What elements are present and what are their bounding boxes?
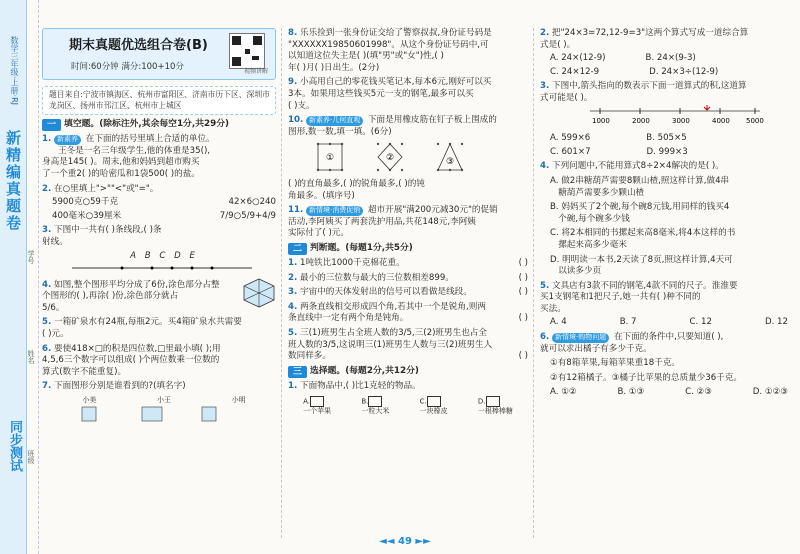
item-options: A. 一个苹果 B. 一粒大米 C. 一块橡皮 D. 一根棒棒糖 (303, 397, 513, 415)
spine (0, 0, 27, 554)
svg-text:2000: 2000 (632, 116, 650, 125)
field-name: 姓名 (27, 350, 35, 364)
choice-4: 4. 下列问题中,不能用算式8÷2×4解决的是( )。 A. 做2串糖葫芦需要8颗山楂,照这样计算,做4串 糖葫芦需要多少颗山楂 B. 妈妈买了2个碗,每个碗8元钱,用同样的钱买4 个碗,每个碗多少钱 C. 将2本相同的书摞起来高8毫米,将4本这样的书 摞起来高多少毫米 D. 明明读一本书,2天读了8页,照这样计算,4天可 以读多少页 (540, 161, 736, 277)
judge-1: 1. 1吨铁比1000千克棉花重。 ( ) (288, 258, 528, 269)
hexagon-figure (242, 278, 276, 308)
question-11: 11. 新情境·消费促销 超市开展"满200元减30元"的促销 活动,李阿姨买了两套洗护用品,共花148元,李阿姨 实际付了( )元。 (288, 205, 498, 239)
choice-3: 3. 下图中,箭头指向的数表示下面一道算式的积,这道算 式可能是( )。 1000 2000 3000 4000 5000 A. 599×6 B. 505×5 C. 601×7 D. 999×3 (540, 81, 788, 158)
tag-badge: 新情境·购物问题 (552, 333, 609, 342)
binding-strip (26, 0, 39, 554)
pegboard-figure (308, 140, 508, 174)
spine-brand-secondary: 同步测试 (7, 420, 22, 472)
judge-5: 5. 三(1)班男生占全班人数的3/5,三(2)班男生也占全 班人数的3/5,这说明三(1)班男生人数与三(2)班男生人 数同样多。 ( ) (288, 328, 528, 362)
question-7: 7. 下面图形分别是谁看到的?(填名字) 小美 小王 小明 (42, 381, 276, 432)
svg-text:4000: 4000 (712, 116, 730, 125)
choice-1: 1. 下面物品中,( )比1克轻的物品。 A. 一个苹果 B. 一粒大米 C. 一块橡皮 D. 一根棒棒糖 (288, 381, 528, 416)
column-right (540, 28, 788, 402)
question-4: 4. 如图,整个图形平均分成了6份,涂色部分占整 个图形的( ),再涂( )份,涂色部分就占 5/6。 (42, 280, 276, 315)
shape-label-3: ③ (446, 157, 455, 168)
column-left (42, 28, 276, 435)
section-choice: 三 选择题。(每题2分,共12分) (288, 366, 528, 378)
tag-badge: 新素养 (54, 135, 81, 144)
question-1: 1. 新素养 在下面的括号里填上合适的单位。 王冬是一名三年级学生,他的体重是35(), 身高是145( )。周末,他和妈妈到超市购买 了一个重2( )的哈密瓜和1袋500( )的盐。 (42, 134, 215, 179)
judge-4: 4. 两条直线相交形成四个角,若其中一个是锐角,则两 条直线中一定有两个角是钝角。 ( ) (288, 301, 528, 324)
svg-text:1000: 1000 (592, 116, 610, 125)
qr-label: 视频讲解 (243, 68, 268, 75)
section-title: 填空题。(除标注外,其余每空1分,共29分) (64, 119, 230, 130)
section-true-false: 二 判断题。(每题1分,共5分) (288, 243, 528, 255)
field-class: 班级 (27, 450, 35, 464)
judge-3: 3. 宇宙中的天体发射出的信号可以看做是线段。 ( ) (288, 287, 528, 298)
column-divider (281, 28, 282, 538)
choice-6: 6. 新情境·购物问题 在下面的条件中,只要知道( ), 就可以求出橘子有多少千克。 ①有8箱苹果,每箱苹果重18千克。 ②有12箱橘子。③橘子比苹果的总质量少36千克。 A. ①② B. ①③ C. ②③ D. ①②③ (540, 332, 788, 398)
section-badge: 一 (42, 119, 61, 131)
line-points: A B C D E (130, 250, 198, 261)
view-figures: 小美 小王 小明 (82, 396, 246, 405)
judge-2: 2. 最小的三位数与最大的三位数相差899。 ( ) (288, 272, 528, 283)
tag-badge: 新素养·几何直观 (306, 116, 363, 125)
spine-grade: 数学三年级·上册·RJ (10, 36, 19, 106)
view-diagram (52, 405, 272, 427)
svg-text:5000: 5000 (746, 116, 764, 125)
column-middle (288, 28, 528, 419)
question-2: 2. 在○里填上">""<"或"="。 5900克○59千克 42×6○240 400毫米○39厘米 7/9○5/9+4/9 (42, 183, 276, 221)
choice-5: 5. 文具店有3款不同的钢笔,4款不同的尺子。淮淮要 买1支钢笔和1把尺子,她一共有( )种不同的 买法。 A. 4 B. 7 C. 12 D. 12 (540, 280, 788, 328)
spine-brand: 新精编真题卷 (4, 130, 22, 232)
exam-meta: 时间:60分钟 满分:100+10分 (71, 62, 184, 72)
choice-2: 2. 把"24×3=72,12-9=3"这两个算式写成一道综合算 式是( )。 A. 24×(12-9) B. 24×(9-3) C. 24×12-9 D. 24×3÷(12-9) (540, 28, 749, 77)
question-8: 8. 乐乐捡到一张身份证交给了警察叔叔,身份证号码是 "XXXXXX19850601998"。从这个身份证号码中,可 以知道这位失主是( )(填"男"或"女")性,( ) 年( )月( )日出生。(2分) (288, 28, 492, 73)
column-divider (533, 28, 534, 538)
page-title: 期末真题优选组合卷(B) (69, 38, 208, 53)
svg-text:3000: 3000 (672, 116, 690, 125)
question-3: 3. 下图中一共有( )条线段,( )条 射线。 A B C D E (42, 225, 276, 276)
question-9: 9. 小高用自己的零花钱买笔记本,每本6元,刚好可以买 3本。如果用这些钱买5元一支的钢笔,最多可以买 ( )支。 (288, 77, 492, 111)
page-number: ◄◄ 49 ►► (379, 536, 431, 547)
shape-label-1: ① (326, 153, 335, 164)
qr-code-icon[interactable] (229, 33, 265, 69)
arrow-icon (704, 105, 710, 110)
section-fill-in (42, 119, 276, 131)
shape-label-2: ② (386, 153, 395, 164)
number-line (540, 105, 780, 127)
title-box (42, 28, 276, 80)
tag-badge: 新情境·消费促销 (306, 206, 363, 215)
question-10: 10. 新素养·几何直观 下面是用橡皮筋在钉子板上围成的 图形,数一数,填一填。(6分) ① ② ③ ( )的直角最多,( )的锐角最多,( )的钝 角最多。(填序号) (288, 115, 528, 202)
field-student-id: 学号 (27, 250, 35, 264)
source-regions: 题目来自:宁波市镇海区、杭州市富阳区、济南市历下区、深圳市龙岗区、扬州市邗江区、杭州市上城区 (42, 86, 276, 115)
question-6: 6. 要使418×□的积是四位数,□里最小填( );用 4,5,6三个数字可以组成( )个两位数乘一位数的 算式(数字不能重复)。 (42, 343, 221, 377)
question-5: 5. 一箱矿泉水有24瓶,每瓶2元。买4箱矿泉水共需要 ( )元。 (42, 317, 242, 340)
line-figure (62, 264, 262, 272)
